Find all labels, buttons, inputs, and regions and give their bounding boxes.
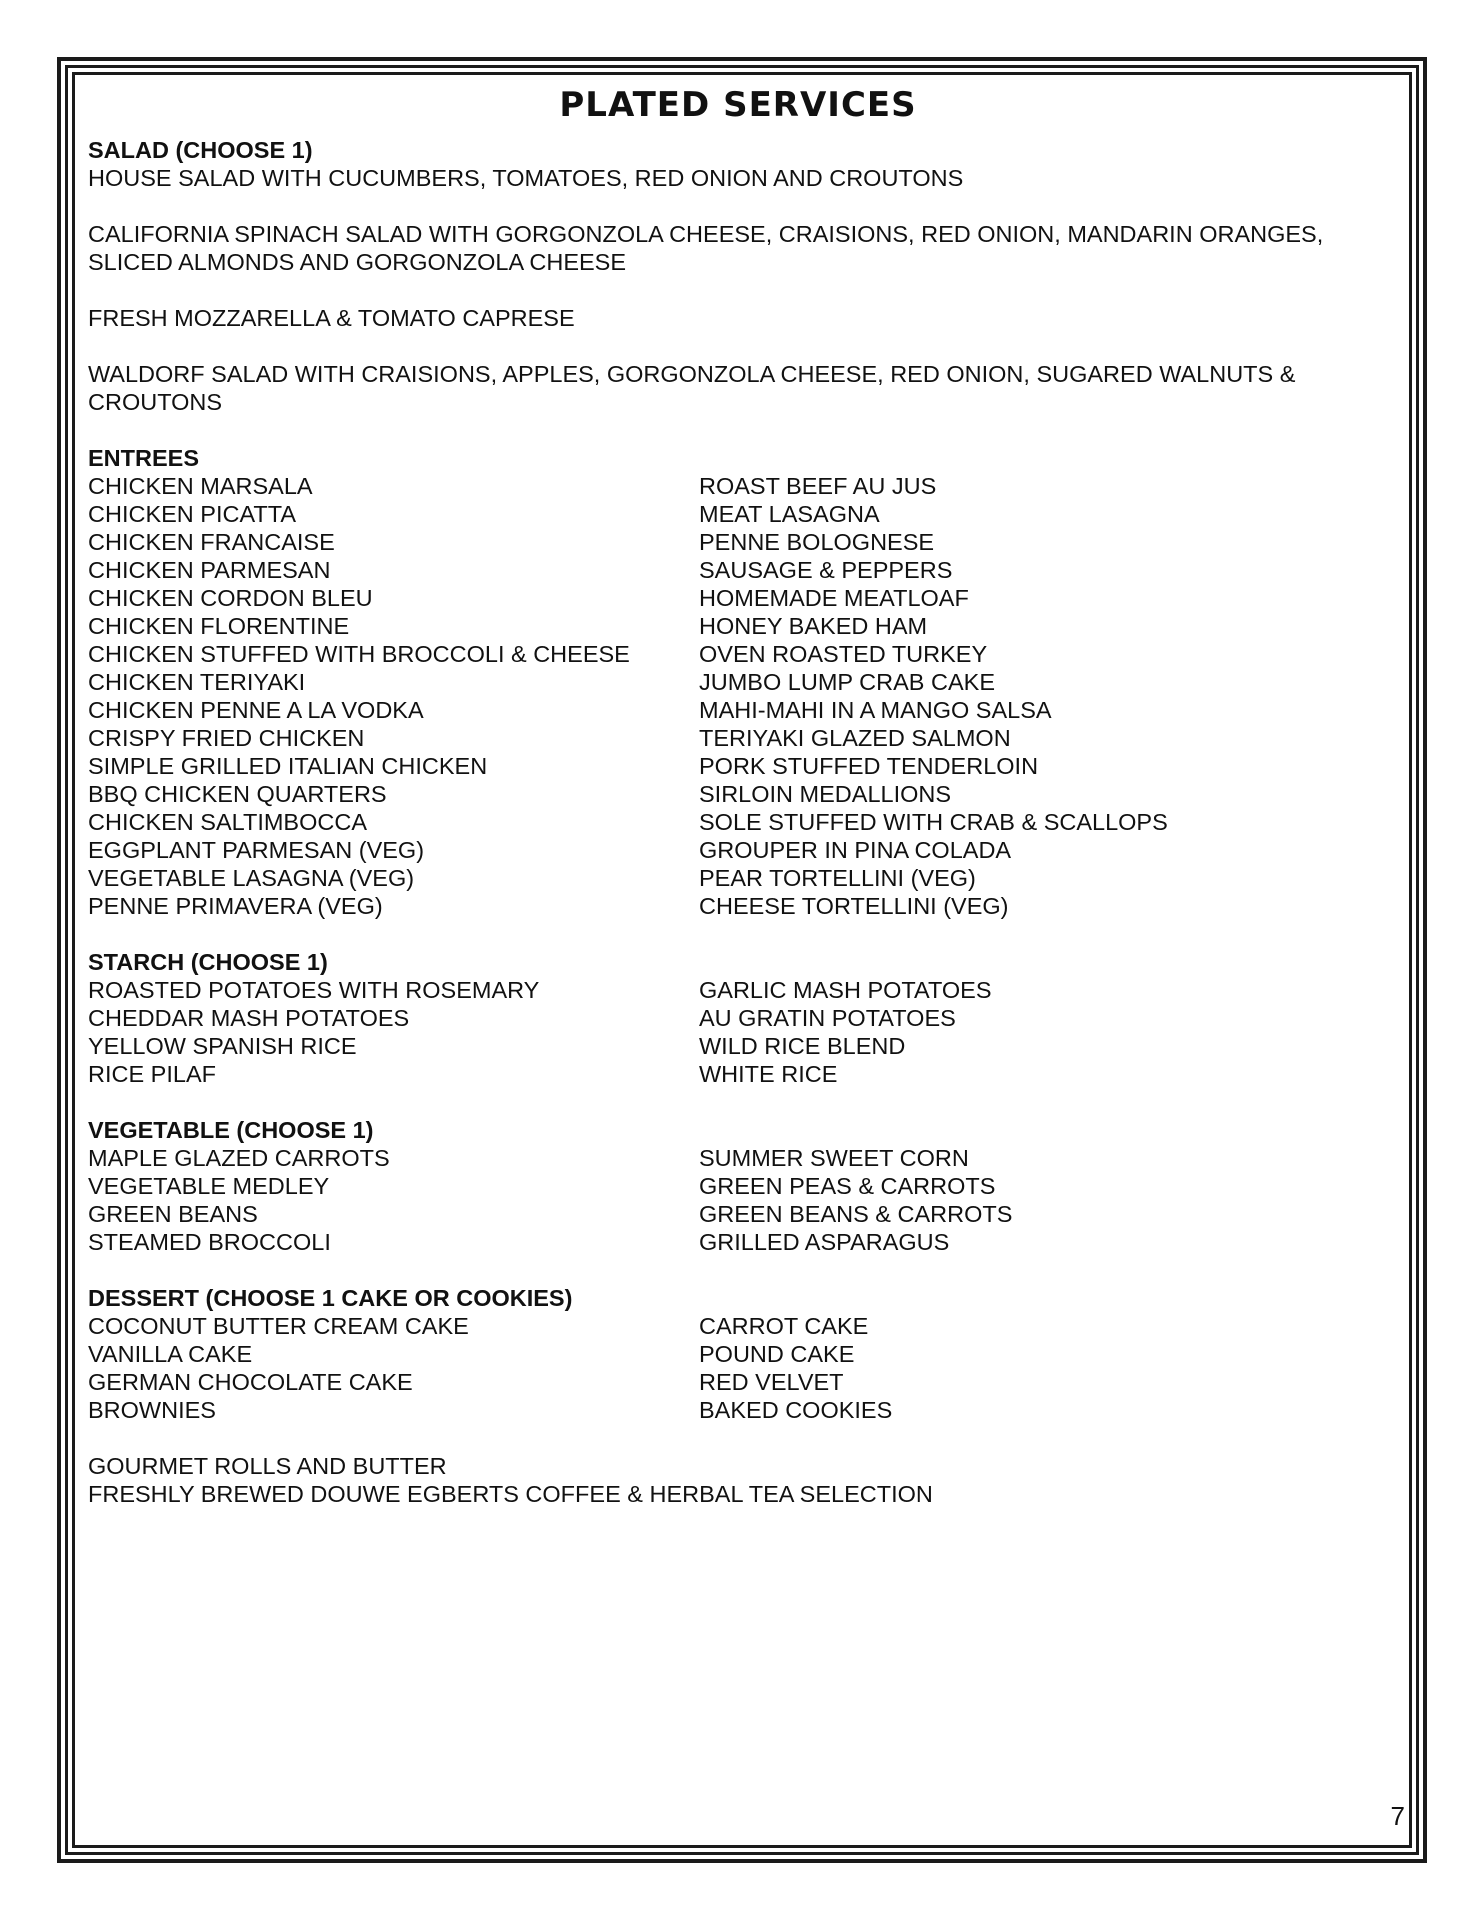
entree-item: HOMEMADE MEATLOAF	[699, 585, 969, 611]
starch-item: ROASTED POTATOES WITH ROSEMARY	[88, 977, 540, 1003]
dessert-section	[88, 1284, 1398, 1424]
dessert-item: POUND CAKE	[699, 1341, 855, 1367]
entree-item: CHICKEN PENNE A LA VODKA	[88, 697, 424, 723]
entrees-left-column	[88, 472, 699, 920]
dessert-left-column	[88, 1312, 699, 1424]
salad-item-line: SLICED ALMONDS AND GORGONZOLA CHEESE	[88, 249, 627, 275]
entree-item: SIMPLE GRILLED ITALIAN CHICKEN	[88, 753, 488, 779]
entree-item: MEAT LASAGNA	[699, 501, 880, 527]
entree-item: CHICKEN CORDON BLEU	[88, 585, 373, 611]
entree-item: PENNE PRIMAVERA (VEG)	[88, 893, 383, 919]
dessert-right-column	[699, 1312, 1398, 1424]
entree-item: BBQ CHICKEN QUARTERS	[88, 781, 387, 807]
entree-item: CHICKEN STUFFED WITH BROCCOLI & CHEESE	[88, 641, 630, 667]
vegetable-item: GREEN BEANS	[88, 1201, 258, 1227]
starch-columns	[88, 976, 1398, 1088]
vegetable-item: VEGETABLE MEDLEY	[88, 1173, 330, 1199]
entree-item: GROUPER IN PINA COLADA	[699, 837, 1012, 863]
entree-item: HONEY BAKED HAM	[699, 613, 928, 639]
salad-item-line: FRESH MOZZARELLA & TOMATO CAPRESE	[88, 305, 575, 331]
vegetable-right-column	[699, 1144, 1398, 1256]
entree-item: CHICKEN FLORENTINE	[88, 613, 350, 639]
vegetable-columns	[88, 1144, 1398, 1256]
starch-heading: STARCH (CHOOSE 1)	[88, 949, 328, 975]
vegetable-section	[88, 1116, 1398, 1256]
dessert-item: BROWNIES	[88, 1397, 216, 1423]
salad-section	[88, 136, 1398, 416]
extras-section	[88, 1452, 1398, 1508]
entree-item: OVEN ROASTED TURKEY	[699, 641, 988, 667]
entree-item: PENNE BOLOGNESE	[699, 529, 935, 555]
dessert-heading: DESSERT (CHOOSE 1 CAKE OR COOKIES)	[88, 1285, 573, 1311]
dessert-item: VANILLA CAKE	[88, 1341, 253, 1367]
dessert-item: BAKED COOKIES	[699, 1397, 893, 1423]
salad-item-line: WALDORF SALAD WITH CRAISIONS, APPLES, GORGONZOLA CHEESE, RED ONION, SUGARED WALNUTS &	[88, 361, 1296, 387]
starch-item: AU GRATIN POTATOES	[699, 1005, 956, 1031]
dessert-item: COCONUT BUTTER CREAM CAKE	[88, 1313, 469, 1339]
vegetable-item: STEAMED BROCCOLI	[88, 1229, 331, 1255]
entrees-columns	[88, 472, 1398, 920]
entree-item: PORK STUFFED TENDERLOIN	[699, 753, 1039, 779]
entree-item: JUMBO LUMP CRAB CAKE	[699, 669, 995, 695]
entrees-section	[88, 444, 1398, 920]
entree-item: TERIYAKI GLAZED SALMON	[699, 725, 1011, 751]
starch-item: YELLOW SPANISH RICE	[88, 1033, 357, 1059]
salad-item-line: CROUTONS	[88, 389, 223, 415]
entree-item: CHICKEN FRANCAISE	[88, 529, 335, 555]
vegetable-item: SUMMER SWEET CORN	[699, 1145, 969, 1171]
dessert-columns	[88, 1312, 1398, 1424]
page-title: PLATED SERVICES	[559, 85, 917, 125]
entree-item: SAUSAGE & PEPPERS	[699, 557, 953, 583]
entree-item: CHICKEN SALTIMBOCCA	[88, 809, 367, 835]
starch-right-column	[699, 976, 1398, 1088]
entree-item: EGGPLANT PARMESAN (VEG)	[88, 837, 425, 863]
entree-item: SIRLOIN MEDALLIONS	[699, 781, 952, 807]
page-number: 7	[1390, 1801, 1405, 1831]
starch-item: RICE PILAF	[88, 1061, 216, 1087]
entree-item: CHICKEN PARMESAN	[88, 557, 331, 583]
vegetable-heading: VEGETABLE (CHOOSE 1)	[88, 1117, 374, 1143]
menu-content	[88, 85, 1398, 1508]
entrees-right-column	[699, 472, 1398, 920]
vegetable-left-column	[88, 1144, 699, 1256]
entree-item: SOLE STUFFED WITH CRAB & SCALLOPS	[699, 809, 1168, 835]
vegetable-item: GRILLED ASPARAGUS	[699, 1229, 950, 1255]
starch-item: CHEDDAR MASH POTATOES	[88, 1005, 410, 1031]
salad-item	[88, 164, 1398, 192]
entree-item: CRISPY FRIED CHICKEN	[88, 725, 365, 751]
dessert-item: CARROT CAKE	[699, 1313, 869, 1339]
entree-item: CHICKEN PICATTA	[88, 501, 297, 527]
vegetable-item: GREEN BEANS & CARROTS	[699, 1201, 1013, 1227]
starch-item: WHITE RICE	[699, 1061, 838, 1087]
entree-item: CHICKEN TERIYAKI	[88, 669, 306, 695]
starch-item: WILD RICE BLEND	[699, 1033, 906, 1059]
entree-item: CHICKEN MARSALA	[88, 473, 313, 499]
entree-item: PEAR TORTELLINI (VEG)	[699, 865, 976, 891]
salad-heading: SALAD (CHOOSE 1)	[88, 137, 313, 163]
vegetable-item: GREEN PEAS & CARROTS	[699, 1173, 996, 1199]
starch-section	[88, 948, 1398, 1088]
entree-item: CHEESE TORTELLINI (VEG)	[699, 893, 1009, 919]
vegetable-item: MAPLE GLAZED CARROTS	[88, 1145, 390, 1171]
salad-item	[88, 220, 1398, 276]
starch-item: GARLIC MASH POTATOES	[699, 977, 992, 1003]
dessert-item: RED VELVET	[699, 1369, 844, 1395]
extra-item: FRESHLY BREWED DOUWE EGBERTS COFFEE & HERBAL TEA SELECTION	[88, 1481, 933, 1507]
entrees-heading: ENTREES	[88, 445, 199, 471]
salad-item	[88, 304, 1398, 332]
dessert-item: GERMAN CHOCOLATE CAKE	[88, 1369, 413, 1395]
salad-item-line: HOUSE SALAD WITH CUCUMBERS, TOMATOES, RED ONION AND CROUTONS	[88, 165, 964, 191]
entree-item: VEGETABLE LASAGNA (VEG)	[88, 865, 415, 891]
entree-item: ROAST BEEF AU JUS	[699, 473, 937, 499]
salad-item-line: CALIFORNIA SPINACH SALAD WITH GORGONZOLA CHEESE, CRAISIONS, RED ONION, MANDARIN ORANGES,	[88, 221, 1324, 247]
salad-item	[88, 360, 1398, 416]
extra-item: GOURMET ROLLS AND BUTTER	[88, 1453, 447, 1479]
starch-left-column	[88, 976, 699, 1088]
entree-item: MAHI-MAHI IN A MANGO SALSA	[699, 697, 1052, 723]
